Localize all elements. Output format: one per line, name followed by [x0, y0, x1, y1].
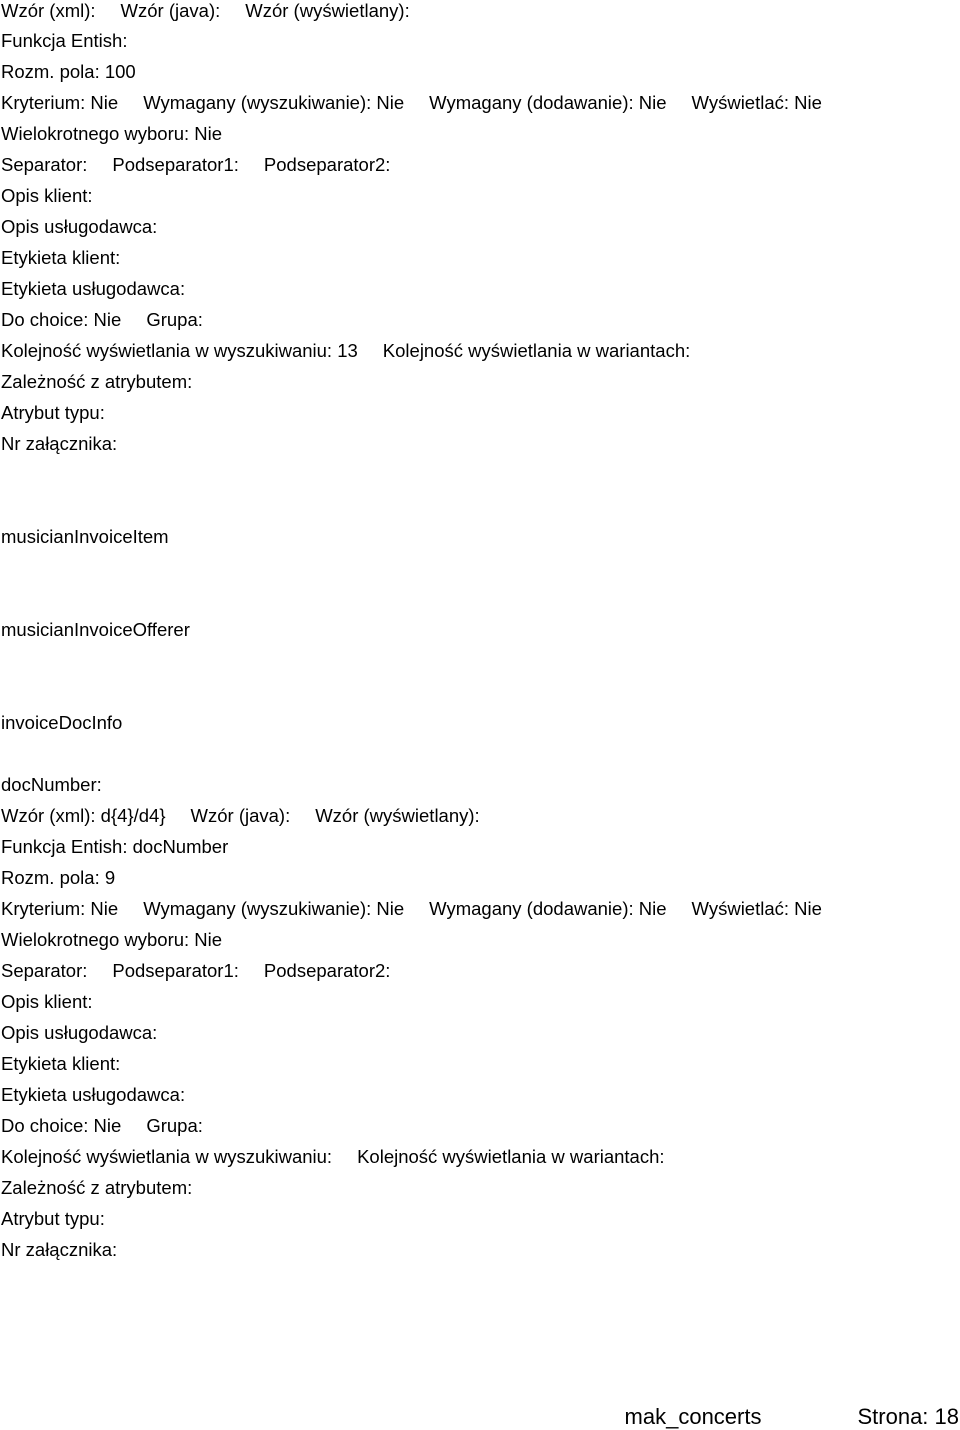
required-add: Wymagany (dodawanie): Nie [429, 92, 667, 113]
attribute-dependency: Zależność z atrybutem: [1, 371, 193, 392]
pattern-xml: Wzór (xml): [1, 0, 96, 21]
display-flag: Wyświetlać: Nie [691, 898, 822, 919]
group: Grupa: [146, 1115, 203, 1136]
search-order: Kolejność wyświetlania w wyszukiwaniu: [1, 1146, 333, 1167]
variant-order: Kolejność wyświetlania w wariantach: [357, 1146, 665, 1167]
attachment-number: Nr załącznika: [1, 433, 118, 454]
client-label: Etykieta klient: [1, 1053, 121, 1074]
separator: Separator: [1, 960, 88, 981]
criteria-row [1, 898, 847, 920]
pattern-row [1, 0, 435, 22]
search-order: Kolejność wyświetlania w wyszukiwaniu: 13 [1, 340, 358, 361]
separator: Separator: [1, 154, 88, 175]
field-name: docNumber: [1, 774, 102, 795]
display-flag: Wyświetlać: Nie [691, 92, 822, 113]
section-heading-item: musicianInvoiceItem [1, 526, 169, 547]
do-choice: Do choice: Nie [1, 1115, 122, 1136]
pattern-display: Wzór (wyświetlany): [245, 0, 410, 21]
subseparator1: Podseparator1: [112, 154, 239, 175]
footer-project-name: mak_concerts [624, 1404, 762, 1429]
provider-description: Opis usługodawca: [1, 1022, 158, 1043]
variant-order: Kolejność wyświetlania w wariantach: [382, 340, 691, 361]
attribute-type: Atrybut typu: [1, 402, 105, 423]
separator-row [1, 154, 415, 176]
page-footer [625, 1404, 959, 1430]
section-heading-docinfo: invoiceDocInfo [1, 712, 123, 733]
provider-label: Etykieta usługodawca: [1, 1084, 186, 1105]
order-row [1, 1146, 690, 1168]
client-description: Opis klient: [1, 185, 93, 206]
required-search: Wymagany (wyszukiwanie): Nie [143, 898, 405, 919]
criterion: Kryterium: Nie [1, 898, 119, 919]
provider-label: Etykieta usługodawca: [1, 278, 186, 299]
attribute-type: Atrybut typu: [1, 1208, 105, 1229]
required-add: Wymagany (dodawanie): Nie [429, 898, 667, 919]
pattern-java: Wzór (java): [120, 0, 221, 21]
pattern-java: Wzór (java): [190, 805, 291, 826]
entish-function: Funkcja Entish: docNumber [1, 836, 229, 857]
attribute-dependency: Zależność z atrybutem: [1, 1177, 193, 1198]
field-size: Rozm. pola: 100 [1, 61, 136, 82]
choice-row [1, 1115, 228, 1137]
criteria-row [1, 92, 847, 114]
subseparator1: Podseparator1: [112, 960, 239, 981]
client-label: Etykieta klient: [1, 247, 121, 268]
entish-function: Funkcja Entish: [1, 30, 128, 51]
do-choice: Do choice: Nie [1, 309, 122, 330]
attachment-number: Nr załącznika: [1, 1239, 118, 1260]
criterion: Kryterium: Nie [1, 92, 119, 113]
choice-row [1, 309, 228, 331]
pattern-row [1, 805, 505, 827]
client-description: Opis klient: [1, 991, 93, 1012]
subseparator2: Podseparator2: [263, 960, 391, 981]
group: Grupa: [146, 309, 203, 330]
provider-description: Opis usługodawca: [1, 216, 158, 237]
required-search: Wymagany (wyszukiwanie): Nie [143, 92, 405, 113]
order-row [1, 340, 715, 362]
section-heading-offerer: musicianInvoiceOfferer [1, 619, 190, 640]
multiple-choice: Wielokrotnego wyboru: Nie [1, 929, 223, 950]
separator-row [1, 960, 415, 982]
footer-page-number: Strona: 18 [857, 1404, 959, 1429]
pattern-xml: Wzór (xml): d{4}/d4} [1, 805, 166, 826]
subseparator2: Podseparator2: [263, 154, 391, 175]
pattern-display: Wzór (wyświetlany): [315, 805, 480, 826]
multiple-choice: Wielokrotnego wyboru: Nie [1, 123, 223, 144]
field-size: Rozm. pola: 9 [1, 867, 116, 888]
